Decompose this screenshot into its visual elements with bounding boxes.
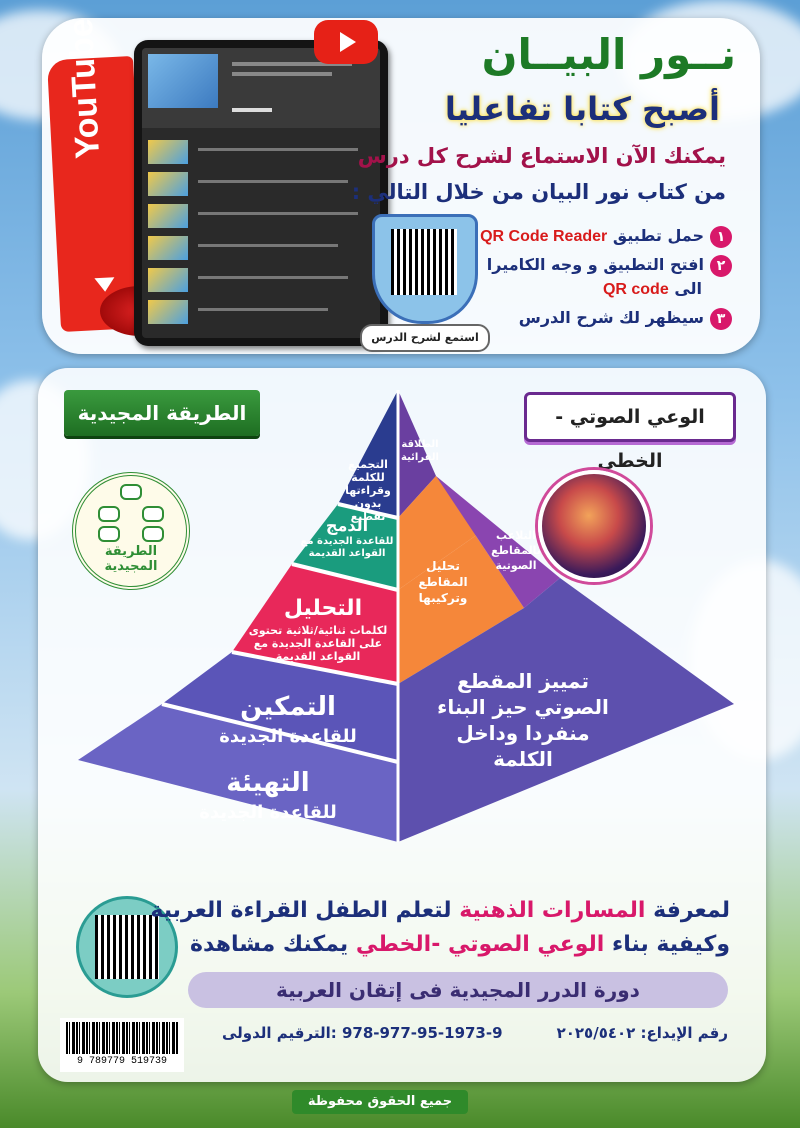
pyramid-right-text: تمييز المقطع الصوتي حيز البناء منفردا وداخل الكلمة xyxy=(437,669,609,771)
step-2 xyxy=(472,253,732,302)
qr-code-shield[interactable] xyxy=(372,214,478,324)
pyramid-purple-text: التلاعب بالمقاطع الصوتية xyxy=(491,529,541,572)
isbn: 978-977-95-1973-9 :الترقيم الدولى xyxy=(222,1024,503,1042)
text-line xyxy=(198,308,328,311)
subtitle: أصبح كتابا تفاعليا xyxy=(444,90,720,128)
awareness-badge: الوعي الصوتي - الخطي xyxy=(524,392,736,442)
pyramid-l3-title: التحليل xyxy=(283,596,363,621)
step-text: افتح التطبيق و وجه الكاميرا xyxy=(486,255,704,274)
info-text: وكيفية بناء xyxy=(611,932,730,957)
playlist-thumb xyxy=(148,172,188,196)
pyramid-l5-body: للقاعدة الجديدة xyxy=(199,802,337,823)
pyramid-l3-body: لكلمات ثنائية/ثلاثية تحتوى على القاعدة الجديدة مع القواعد القديمة xyxy=(248,624,388,663)
info-line-2 xyxy=(190,932,730,957)
pyramid-l2-title: الدمج xyxy=(325,516,369,535)
playlist-thumb xyxy=(148,236,188,260)
step-number: ٢ xyxy=(710,255,732,277)
course-title-bar: دورة الدرر المجيدية فى إتقان العربية xyxy=(188,972,728,1008)
intro-line: يمكنك الآن الاستماع لشرح كل درس xyxy=(357,144,726,168)
tablet-screen xyxy=(142,48,380,338)
pyramid-l4-title: التمكين xyxy=(240,692,336,722)
info-highlight: الوعي الصوتي -الخطي xyxy=(355,932,605,957)
text-line xyxy=(198,180,348,183)
step-3 xyxy=(472,306,732,330)
steps-list xyxy=(472,224,732,334)
youtube-icon[interactable] xyxy=(314,20,378,64)
top-panel xyxy=(42,18,760,354)
text-line xyxy=(232,72,332,76)
playlist-thumb xyxy=(148,204,188,228)
video-thumbnail xyxy=(148,54,218,108)
step-highlight: QR code xyxy=(602,281,669,298)
info-text: لتعلم الطفل القراءة العربية xyxy=(150,898,452,923)
deposit-number: رقم الإيداع: ٢٠٢٥/٥٤٠٢ xyxy=(556,1024,728,1042)
method-badge: الطريقة المجيدية xyxy=(64,390,260,436)
youtube-label: YouTube xyxy=(61,17,108,160)
instruction-line: من كتاب نور البيان من خلال التالي : xyxy=(351,180,726,204)
step-text: حمل تطبيق xyxy=(612,226,704,245)
pyramid-l4-body: للقاعدة الجديدة xyxy=(219,726,357,747)
play-all-button xyxy=(232,108,272,112)
playlist-thumb xyxy=(148,268,188,292)
rights-reserved: جميع الحقوق محفوظة xyxy=(292,1090,468,1114)
text-line xyxy=(198,244,338,247)
step-text: سيظهر لك شرح الدرس xyxy=(518,308,704,327)
qr-code[interactable] xyxy=(95,915,159,979)
step-1 xyxy=(472,224,732,249)
brand-title: نــور البيــان xyxy=(481,30,736,79)
pyramid-orange-text: تحليل المقاطع وتركيبها xyxy=(418,559,468,605)
info-text: يمكنك مشاهدة xyxy=(190,932,349,957)
step-number: ٣ xyxy=(710,308,732,330)
info-line-1 xyxy=(150,898,730,923)
qr-caption: استمع لشرح الدرس xyxy=(360,324,490,352)
step-continuation xyxy=(472,277,732,302)
barcode xyxy=(60,1018,184,1072)
bottom-panel xyxy=(38,368,766,1082)
pyramid-l5-title: التهيئة xyxy=(226,768,310,798)
pyramid-top-left-text: التجميع للكلمة وقراءتها بدون تقطيع xyxy=(345,458,391,523)
tablet-screenshot xyxy=(134,40,388,346)
info-text: لمعرفة xyxy=(653,898,730,923)
step-text: الى xyxy=(674,279,702,298)
play-icon xyxy=(94,277,115,292)
pyramid-l2-body: للقاعدة الجديدة مع القواعد القديمة xyxy=(300,536,394,559)
qr-code[interactable] xyxy=(391,229,457,295)
text-line xyxy=(198,148,358,151)
text-line xyxy=(198,276,348,279)
playlist-thumb xyxy=(148,300,188,324)
logo-text: الطريقة المجيدية xyxy=(104,544,158,574)
text-line xyxy=(198,212,358,215)
barcode-number: 9 789779 519739 xyxy=(76,1056,167,1067)
playlist-thumb xyxy=(148,140,188,164)
step-number: ١ xyxy=(710,226,732,248)
pyramid-top-right-text: الطلاقة القرائية xyxy=(401,439,439,463)
info-highlight: المسارات الذهنية xyxy=(459,898,646,923)
step-highlight: QR Code Reader xyxy=(480,228,608,245)
barcode-bars xyxy=(66,1022,178,1054)
